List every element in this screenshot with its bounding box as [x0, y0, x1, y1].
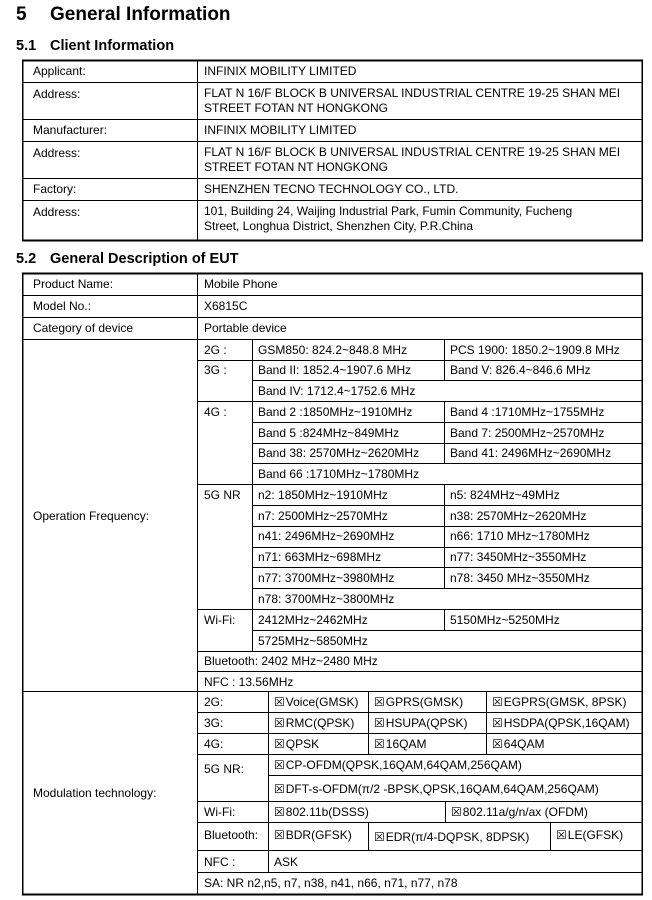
freq-value: 2412MHz~2462MHz — [258, 613, 368, 627]
address-label: Address: — [33, 146, 81, 160]
freq-value: n66: 1710 MHz~1780MHz — [450, 529, 590, 543]
mod-item: ☒16QAM — [374, 737, 427, 751]
section-title: Client Information — [50, 38, 175, 54]
checked-box-icon: ☒ — [274, 716, 285, 730]
freq-value: Band 38: 2570MHz~2620MHz — [258, 446, 420, 460]
mod-item: ☒GPRS(GMSK) — [374, 695, 464, 709]
applicant-value: INFINIX MOBILITY LIMITED — [204, 64, 357, 78]
checked-box-icon: ☒ — [492, 695, 503, 709]
checked-box-icon: ☒ — [374, 695, 385, 709]
applicant-address-value: FLAT N 16/F BLOCK B UNIVERSAL INDUSTRIAL CENTRE 19-25 SHAN MEI STREET FOTAN NT HONGKONG — [204, 86, 621, 115]
section-number: 5 — [16, 4, 27, 25]
mod-item: ☒LE(GFSK) — [556, 828, 624, 842]
mod-nfc-value: ASK — [274, 855, 299, 869]
checked-box-icon: ☒ — [274, 695, 285, 709]
factory-address-value: 101, Building 24, Waijing Industrial Park, Fumin Community, Fucheng Street, Longhua District, Shenzhen City, P.R.China — [204, 204, 573, 233]
freq-value: GSM850: 824.2~848.8 MHz — [258, 343, 408, 357]
mod-item: ☒HSDPA(QPSK,16QAM) — [492, 716, 630, 730]
checked-box-icon: ☒ — [274, 737, 285, 751]
category-value: Portable device — [204, 321, 287, 335]
model-value: X6815C — [204, 299, 248, 313]
freq-value: Band 4 :1710MHz~1755MHz — [450, 405, 605, 419]
checked-box-icon: ☒ — [274, 782, 285, 796]
mod-item: ☒Voice(GMSK) — [274, 695, 359, 709]
section-title: General Information — [50, 4, 231, 25]
category-label: Category of device — [33, 321, 134, 335]
freq-value: n5: 824MHz~49MHz — [450, 488, 560, 502]
freq-value: Band II: 1852.4~1907.6 MHz — [258, 363, 412, 377]
mod-item: ☒HSUPA(QPSK) — [374, 716, 468, 730]
freq-value: n38: 2570MHz~2620MHz — [450, 509, 587, 523]
freq-value: Band 5 :824MHz~849MHz — [258, 426, 400, 440]
freq-value: Band 66 :1710MHz~1780MHz — [258, 467, 420, 481]
checked-box-icon: ☒ — [374, 716, 385, 730]
applicant-label: Applicant: — [33, 64, 86, 78]
checked-box-icon: ☒ — [451, 805, 462, 819]
freq-2g-label: 2G : — [204, 343, 227, 357]
freq-value: Band 2 :1850MHz~1910MHz — [258, 405, 413, 419]
modulation-label: Modulation technology: — [33, 786, 157, 800]
checked-box-icon: ☒ — [492, 716, 503, 730]
mod-item: ☒802.11a/g/n/ax (OFDM) — [451, 805, 588, 819]
checked-box-icon: ☒ — [374, 737, 385, 751]
freq-value: 5725MHz~5850MHz — [258, 634, 368, 648]
mod-item: ☒DFT-s-OFDM(π/2 -BPSK,QPSK,16QAM,64QAM,256QAM) — [274, 782, 599, 796]
freq-nfc: NFC : 13.56MHz — [204, 675, 294, 689]
section-title: General Description of EUT — [50, 251, 239, 267]
mod-nfc-label: NFC : — [204, 855, 236, 869]
checked-box-icon: ☒ — [556, 828, 567, 842]
mod-item: ☒QPSK — [274, 737, 320, 751]
mod-item: ☒64QAM — [492, 737, 545, 751]
freq-value: n77: 3700MHz~3980MHz — [258, 571, 395, 585]
mod-item: ☒EDR(π/4-DQPSK, 8DPSK) — [374, 830, 530, 844]
freq-bluetooth: Bluetooth: 2402 MHz~2480 MHz — [204, 654, 378, 668]
product-name-value: Mobile Phone — [204, 277, 278, 291]
address-label: Address: — [33, 205, 81, 219]
freq-5gnr-label: 5G NR — [204, 488, 241, 502]
checked-box-icon: ☒ — [274, 828, 285, 842]
factory-label: Factory: — [33, 182, 77, 196]
factory-value: SHENZHEN TECNO TECHNOLOGY CO., LTD. — [204, 182, 459, 196]
manufacturer-value: INFINIX MOBILITY LIMITED — [204, 123, 357, 137]
freq-value: n77: 3450MHz~3550MHz — [450, 550, 587, 564]
sa-nr-bands: SA: NR n2,n5, n7, n38, n41, n66, n71, n77, n78 — [204, 876, 458, 890]
checked-box-icon: ☒ — [374, 830, 385, 844]
section-number: 5.1 — [16, 38, 37, 54]
mod-item: ☒802.11b(DSSS) — [274, 805, 369, 819]
freq-value: 5150MHz~5250MHz — [450, 613, 560, 627]
checked-box-icon: ☒ — [492, 737, 503, 751]
mod-2g-label: 2G: — [204, 695, 224, 709]
freq-4g-label: 4G : — [204, 405, 227, 419]
mod-item: ☒RMC(QPSK) — [274, 716, 355, 730]
mod-item: ☒CP-OFDM(QPSK,16QAM,64QAM,256QAM) — [274, 758, 522, 772]
freq-value: Band V: 826.4~846.6 MHz — [450, 363, 591, 377]
address-label: Address: — [33, 87, 81, 101]
mod-item: ☒EGPRS(GMSK, 8PSK) — [492, 695, 627, 709]
freq-3g-label: 3G : — [204, 363, 227, 377]
mod-item: ☒BDR(GFSK) — [274, 828, 352, 842]
freq-value: n41: 2496MHz~2690MHz — [258, 529, 395, 543]
mod-wifi-label: Wi-Fi: — [204, 805, 236, 819]
freq-value: n78: 3450 MHz~3550MHz — [450, 571, 590, 585]
freq-value: Band IV: 1712.4~1752.6 MHz — [258, 384, 416, 398]
freq-value: n2: 1850MHz~1910MHz — [258, 488, 388, 502]
manufacturer-address-value: FLAT N 16/F BLOCK B UNIVERSAL INDUSTRIAL CENTRE 19-25 SHAN MEI STREET FOTAN NT HONGKONG — [204, 145, 621, 174]
freq-wifi-label: Wi-Fi: — [204, 613, 236, 627]
checked-box-icon: ☒ — [274, 758, 285, 772]
section-number: 5.2 — [16, 251, 37, 267]
mod-4g-label: 4G: — [204, 737, 224, 751]
freq-value: n71: 663MHz~698MHz — [258, 550, 382, 564]
freq-value: Band 41: 2496MHz~2690MHz — [450, 446, 612, 460]
info-tables — [22, 0, 643, 900]
model-label: Model No.: — [33, 299, 92, 313]
freq-value: n78: 3700MHz~3800MHz — [258, 592, 395, 606]
product-name-label: Product Name: — [33, 277, 114, 291]
checked-box-icon: ☒ — [274, 805, 285, 819]
freq-value: n7: 2500MHz~2570MHz — [258, 509, 388, 523]
manufacturer-label: Manufacturer: — [33, 123, 108, 137]
freq-value: Band 7: 2500MHz~2570MHz — [450, 426, 605, 440]
mod-bluetooth-label: Bluetooth: — [204, 828, 259, 842]
operation-frequency-label: Operation Frequency: — [33, 509, 150, 523]
freq-value: PCS 1900: 1850.2~1909.8 MHz — [450, 343, 620, 357]
mod-3g-label: 3G: — [204, 716, 224, 730]
mod-5gnr-label: 5G NR: — [204, 762, 245, 776]
